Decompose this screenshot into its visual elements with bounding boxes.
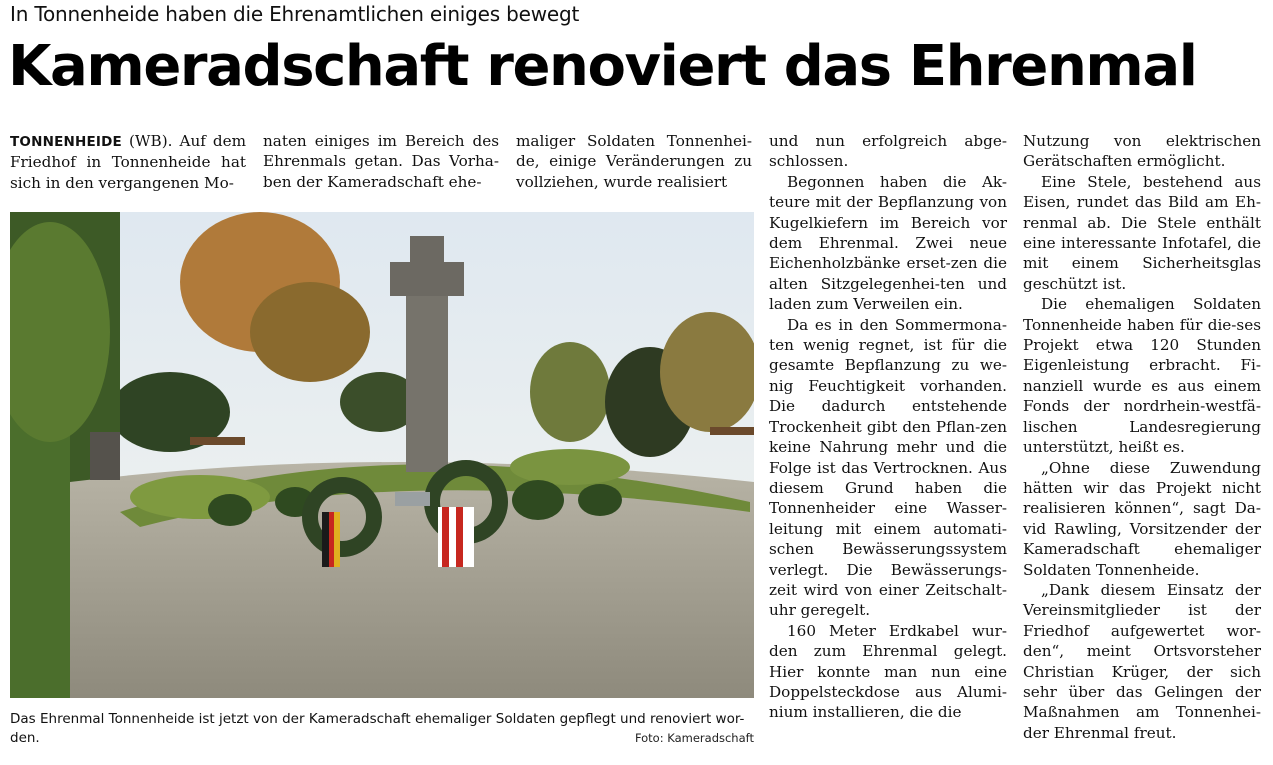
article-paragraph: Nutzung von elektrischen Gerätschaften ermöglicht. <box>1023 132 1261 171</box>
article-photo <box>10 212 754 698</box>
article-headline: Kameradschaft renoviert das Ehrenmal <box>8 34 1197 99</box>
article-paragraph: Eine Stele, bestehend aus Eisen, rundet das Bild am Eh-renmal ab. Die Stele enthält eine interessante Infotafel, die mit einem Sicherheitsglas geschützt ist. <box>1023 172 1261 293</box>
article-kicker: In Tonnenheide haben die Ehrenamtlichen einiges bewegt <box>10 2 580 26</box>
article-paragraph: und nun erfolgreich abge-schlossen. <box>769 132 1007 171</box>
article-column-1 <box>10 131 246 193</box>
article-paragraph: Begonnen haben die Ak-teure mit der Bepflanzung von Kugelkiefern im Bereich vor dem Ehrenmal. Zwei neue Eichenholzbänke erset-zen die alten Sitzgelegenhei-ten und laden zum Verweilen ein. <box>769 172 1007 314</box>
article-paragraph: Da es in den Sommermona-ten wenig regnet, ist für die gesamte Bepflanzung zu we-nig Feuchtigkeit vorhanden. Die dadurch entstehende Trockenheit gibt den Pflan-zen keine Nahrung mehr und die Folge ist das Vertrocknen. Aus diesem Grund haben die Tonnenheider eine Wasser-leitung mit einem automati-schen Bewässerungssystem verlegt. Die Bewässerungs-zeit wird von einer Zeitschalt-uhr geregelt. <box>769 315 1007 620</box>
photo-credit: Foto: Kameradschaft <box>634 731 754 745</box>
article-paragraph: Die ehemaligen Soldaten Tonnenheide haben für die-ses Projekt etwa 120 Stunden Eigenleistung erbracht. Fi-nanziell wurde es aus einem Fonds der nordrhein-westfä-lischen Landesregierung unterstützt, heißt es. <box>1023 295 1261 457</box>
photo-caption: Das Ehrenmal Tonnenheide ist jetzt von der Kameradschaft ehemaliger Soldaten gepflegt und renoviert wor-den. <box>10 711 745 746</box>
article-column-5 <box>1023 131 1261 743</box>
article-column-2 <box>263 131 499 192</box>
article-paragraph: „Ohne diese Zuwendung hätten wir das Projekt nicht realisieren können“, sagt Da-vid Rawling, Vorsitzender der Kameradschaft ehemaliger Soldaten Tonnenheide. <box>1023 458 1261 579</box>
article-dateline: TONNENHEIDE <box>10 134 122 150</box>
article-text-col2: naten einiges im Bereich des Ehrenmals getan. Das Vorha-ben der Kameradschaft ehe- <box>263 132 499 191</box>
photo-caption-block <box>10 710 754 748</box>
article-text-col1: (WB). Auf dem Friedhof in Tonnenheide hat sich in den vergangenen Mo- <box>10 132 246 192</box>
article-paragraph: „Dank diesem Einsatz der Vereinsmitglieder ist der Friedhof aufgewertet wor-den“, meint Ortsvorsteher Christian Krüger, der sich sehr über das Gelingen der Maßnahmen am Tonnenhei-der Ehrenmal freut. <box>1023 580 1261 742</box>
article-column-3 <box>516 131 752 192</box>
article-paragraph: 160 Meter Erdkabel wur-den zum Ehrenmal gelegt. Hier konnte man nun eine Doppelsteckdose aus Alumi-nium installieren, die die <box>769 621 1007 722</box>
article-column-4 <box>769 131 1007 723</box>
article-text-col3: maliger Soldaten Tonnenhei-de, einige Veränderungen zu vollziehen, wurde realisiert <box>516 132 752 191</box>
memorial-photo-image <box>10 212 754 698</box>
